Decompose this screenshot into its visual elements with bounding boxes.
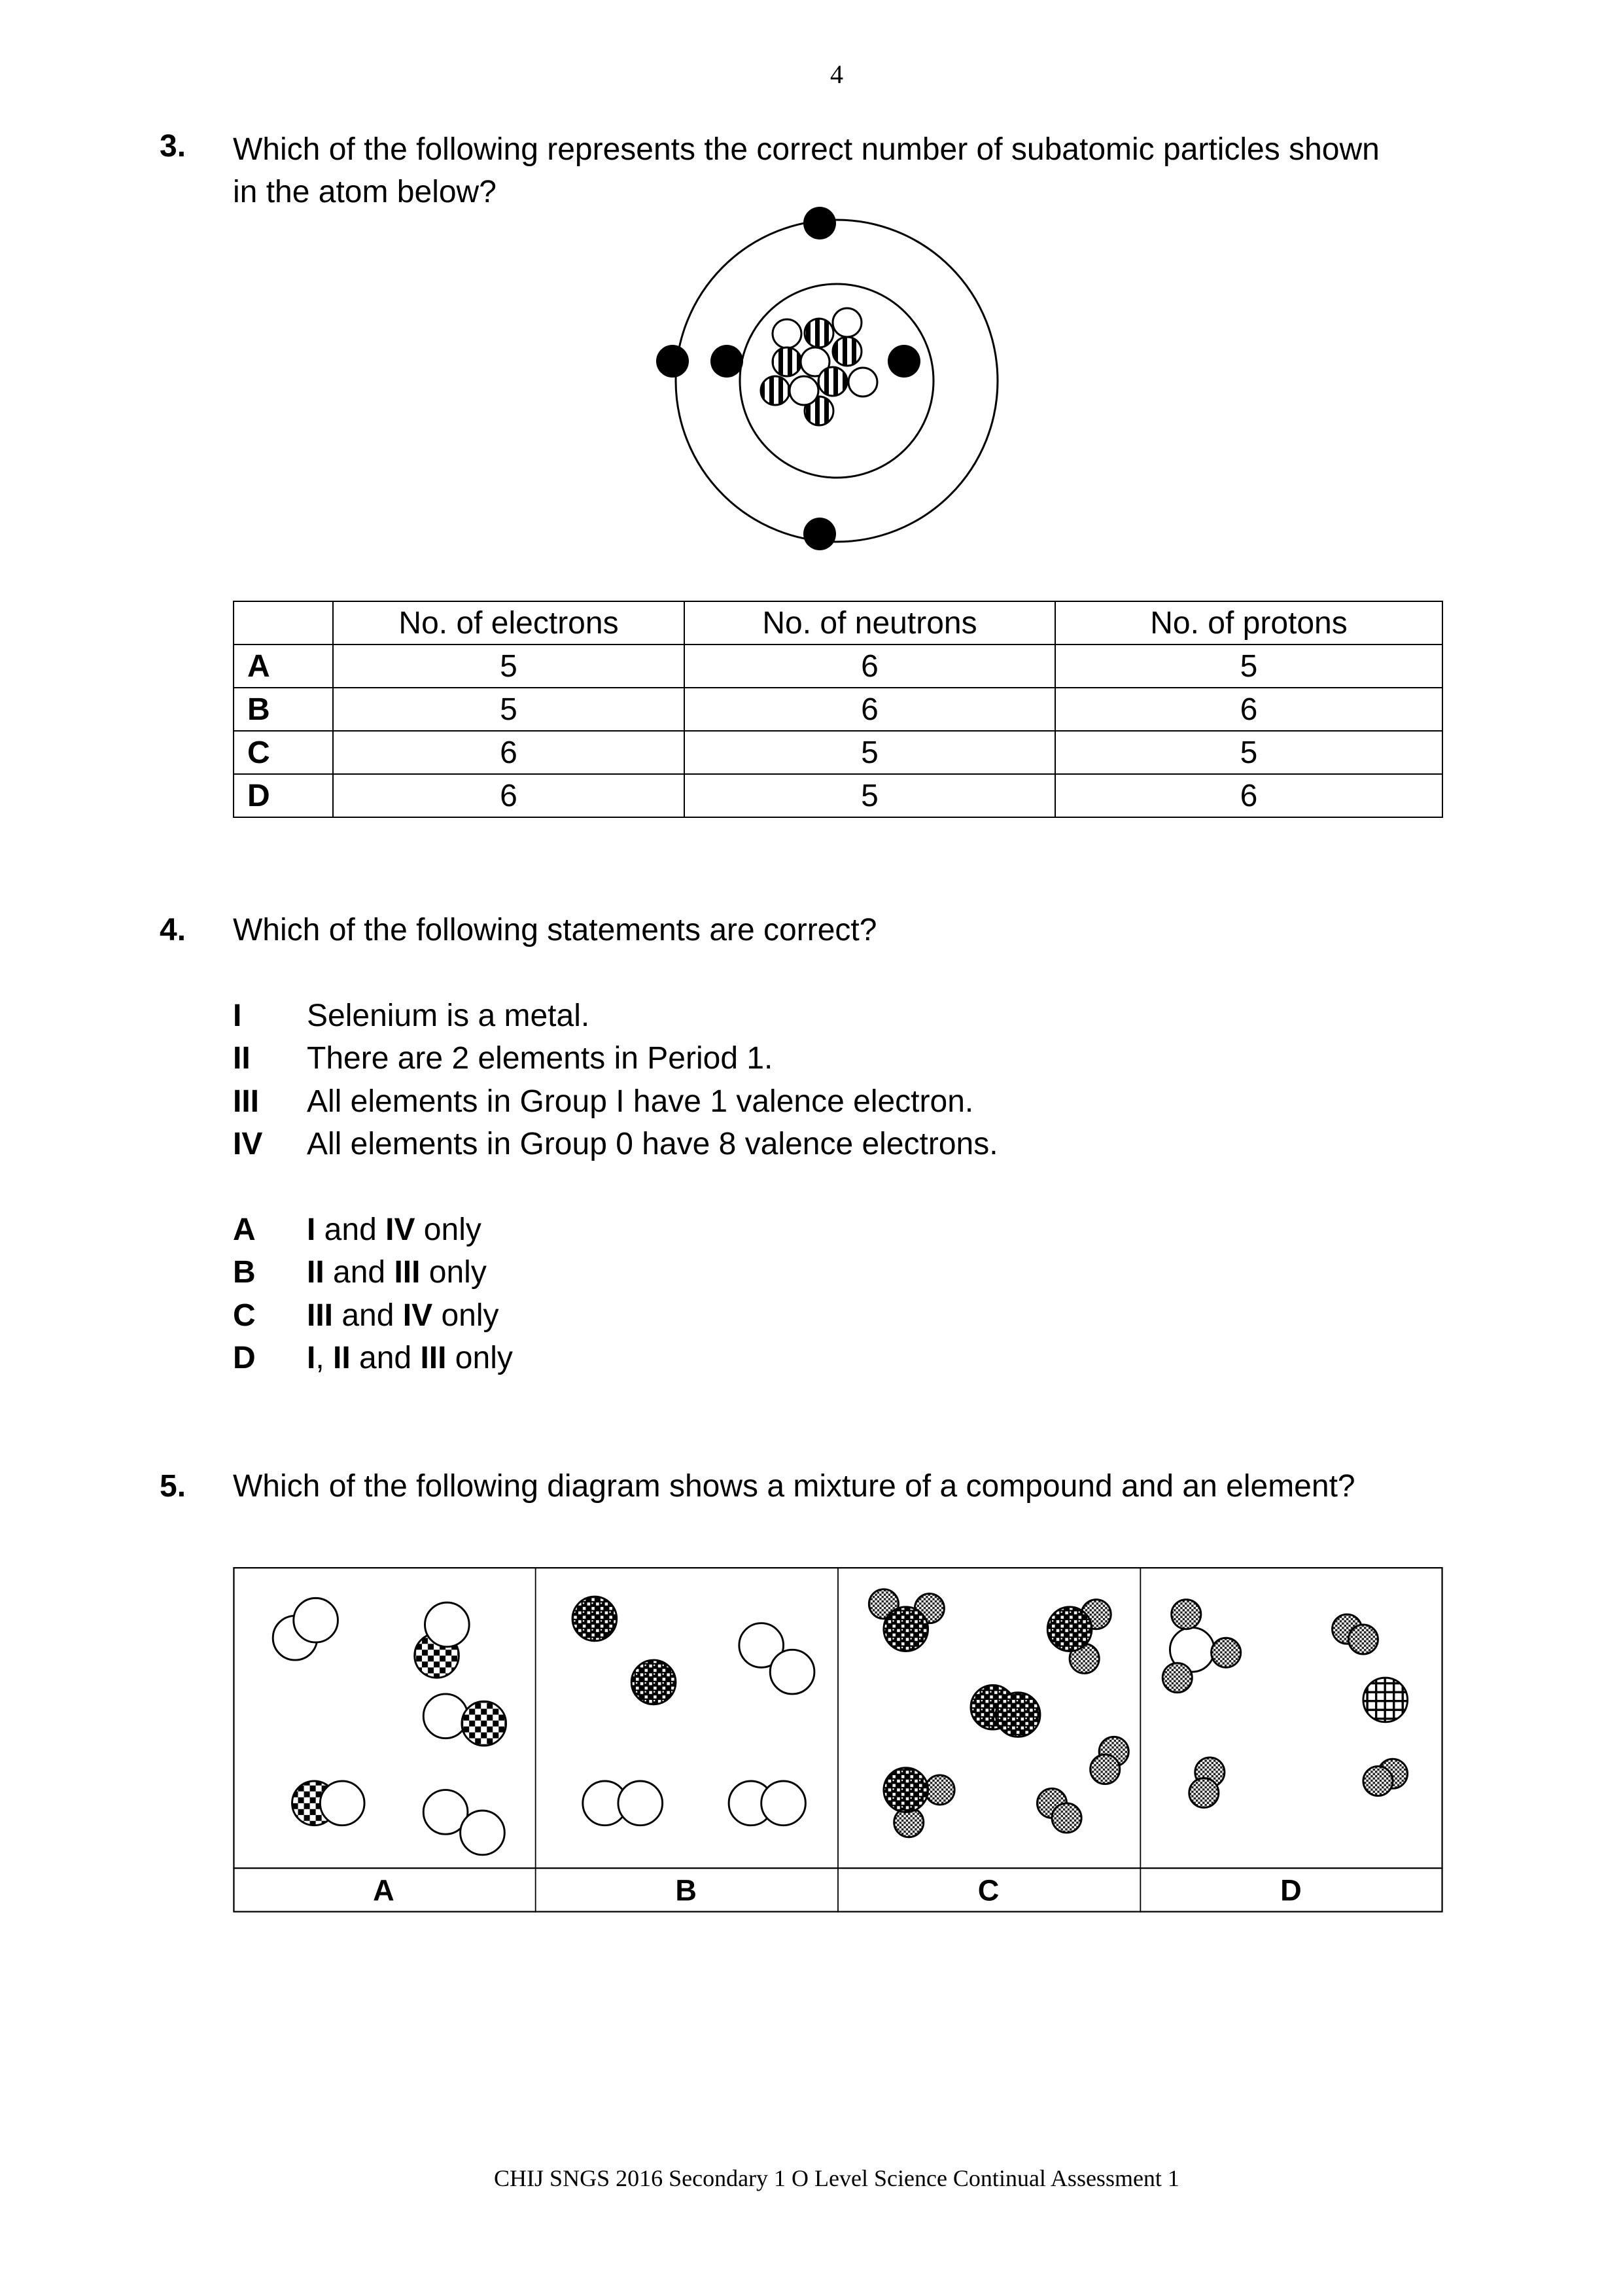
question-3-number: 3. <box>160 129 186 164</box>
proton <box>818 367 847 396</box>
header-protons: No. of protons <box>1055 601 1442 645</box>
neutrons-cell: 5 <box>684 731 1055 774</box>
table-row <box>234 774 1442 817</box>
table-row <box>234 645 1442 688</box>
electron <box>888 345 920 378</box>
numeral: I <box>307 1341 316 1375</box>
electrons-cell: 6 <box>333 774 684 817</box>
electron <box>656 345 689 378</box>
connector: only <box>432 1298 499 1333</box>
option-letter: B <box>233 1255 256 1290</box>
proton <box>773 347 801 376</box>
connector: and <box>315 1212 386 1247</box>
table-row <box>234 731 1442 774</box>
option-letter: A <box>233 1212 256 1247</box>
option-label: B <box>234 688 333 731</box>
panel-b <box>572 1597 814 1826</box>
option-text <box>307 1254 487 1290</box>
electrons <box>656 207 920 550</box>
table-header-row <box>234 601 1442 645</box>
connector: , <box>315 1341 334 1375</box>
numeral: II <box>307 1255 324 1290</box>
table-row <box>234 688 1442 731</box>
header-cell <box>234 601 333 645</box>
neutron <box>773 319 801 348</box>
electron <box>710 345 743 378</box>
numeral: III <box>307 1298 334 1333</box>
statement-numeral: IV <box>233 1127 263 1161</box>
connector: and <box>333 1298 403 1333</box>
statement-text: There are 2 elements in Period 1. <box>307 1041 773 1076</box>
page-number: 4 <box>830 60 843 89</box>
protons-cell: 6 <box>1055 688 1442 731</box>
neutrons-cell: 6 <box>684 645 1055 688</box>
connector: and <box>324 1255 394 1290</box>
connector: only <box>446 1341 513 1375</box>
protons-cell: 6 <box>1055 774 1442 817</box>
numeral: III <box>420 1341 447 1375</box>
connector: and <box>350 1341 421 1375</box>
neutrons-cell: 6 <box>684 688 1055 731</box>
statement-numeral: II <box>233 1041 251 1076</box>
header-neutrons: No. of neutrons <box>684 601 1055 645</box>
connector: only <box>420 1255 487 1290</box>
panel-c <box>869 1589 1128 1837</box>
statement-text: All elements in Group 0 have 8 valence electrons. <box>307 1127 998 1161</box>
electron <box>803 518 836 550</box>
numeral: IV <box>385 1212 415 1247</box>
question-4-number: 4. <box>160 913 186 947</box>
statement-text: All elements in Group I have 1 valence electron. <box>307 1084 974 1119</box>
option-label: C <box>234 731 333 774</box>
option-text <box>307 1212 481 1248</box>
numeral: IV <box>402 1298 433 1333</box>
proton <box>805 319 833 347</box>
proton <box>833 337 862 366</box>
header-electrons: No. of electrons <box>333 601 684 645</box>
option-text <box>307 1298 499 1333</box>
electrons-cell: 5 <box>333 688 684 731</box>
panel-label-b: B <box>675 1873 697 1907</box>
statement-numeral: III <box>233 1084 260 1119</box>
statement-text: Selenium is a metal. <box>307 998 590 1033</box>
option-letter: D <box>233 1341 256 1375</box>
panel-d <box>1162 1600 1407 1808</box>
connector: only <box>415 1212 481 1247</box>
neutron <box>848 368 877 397</box>
statement-numeral: I <box>233 998 242 1033</box>
panel-label-d: D <box>1280 1873 1302 1907</box>
electron <box>803 207 836 239</box>
question-3-line1: Which of the following represents the correct number of subatomic particles shown <box>233 132 1380 167</box>
numeral: III <box>394 1255 421 1290</box>
electrons-cell: 6 <box>333 731 684 774</box>
option-label: A <box>234 645 333 688</box>
question-5-number: 5. <box>160 1469 186 1504</box>
numeral: I <box>307 1212 316 1247</box>
nucleus <box>761 308 877 425</box>
atom-diagram <box>0 0 1623 589</box>
option-text <box>307 1340 513 1376</box>
panel-label-c: C <box>977 1873 1000 1907</box>
page-footer: CHIJ SNGS 2016 Secondary 1 O Level Science Continual Assessment 1 <box>494 2165 1179 2191</box>
protons-cell: 5 <box>1055 645 1442 688</box>
question-5-text: Which of the following diagram shows a mixture of a compound and an element? <box>233 1469 1355 1504</box>
protons-cell: 5 <box>1055 731 1442 774</box>
electrons-cell: 5 <box>333 645 684 688</box>
panel-label-a: A <box>373 1873 394 1907</box>
proton <box>761 376 790 405</box>
panel-a <box>273 1598 506 1854</box>
neutron <box>790 376 818 405</box>
option-letter: C <box>233 1298 256 1333</box>
option-label: D <box>234 774 333 817</box>
neutrons-cell: 5 <box>684 774 1055 817</box>
question-3-line2: in the atom below? <box>233 175 497 209</box>
numeral: II <box>333 1341 351 1375</box>
answer-table-q3 <box>233 601 1443 818</box>
question-4-text: Which of the following statements are correct? <box>233 913 877 947</box>
neutron <box>833 308 862 337</box>
particle-diagrams <box>233 1567 1443 1914</box>
